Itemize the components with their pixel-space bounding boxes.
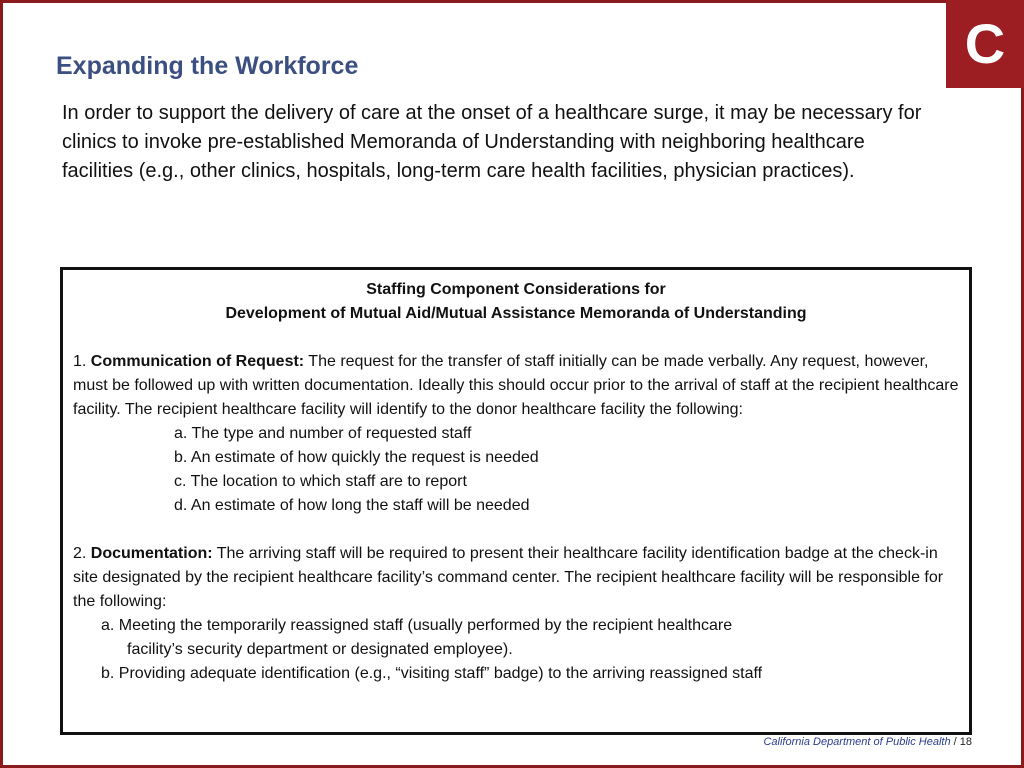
- box-title-line1: Staffing Component Considerations for: [366, 281, 666, 298]
- footer-separator: /: [950, 736, 960, 748]
- item-heading: Documentation:: [90, 545, 213, 562]
- considerations-box: [60, 267, 972, 735]
- section-badge: C: [946, 0, 1024, 88]
- item-communication: [73, 350, 959, 422]
- list-item: b. An estimate of how quickly the request is needed: [174, 449, 539, 466]
- list-item-continuation: facility’s security department or designated employee).: [127, 641, 513, 658]
- item-number: 2.: [73, 545, 87, 562]
- list-item: a. The type and number of requested staff: [174, 425, 472, 442]
- page-number: 18: [959, 736, 972, 748]
- item-heading: Communication of Request:: [90, 353, 305, 370]
- box-title-line2: Development of Mutual Aid/Mutual Assistance Memoranda of Understanding: [225, 305, 807, 322]
- footer: [763, 736, 972, 748]
- item-text: The request for the transfer of staff initially can be made verbally. Any request, however, must be followed up with written documentation. Ideally this should occur prior to the arrival of staff at the recipient healthcare facility. The recipient healthcare facility will identify to the donor healthcare facility the following:: [73, 353, 959, 418]
- item-number: 1.: [73, 353, 87, 370]
- list-item: b. Providing adequate identification (e.g., “visiting staff” badge) to the arriving reassigned staff: [101, 665, 763, 682]
- item-documentation: [73, 542, 959, 614]
- list-item: a. Meeting the temporarily reassigned staff (usually performed by the recipient healthcare: [101, 617, 733, 634]
- item-text: The arriving staff will be required to present their healthcare facility identification badge at the check-in site designated by the recipient healthcare facility’s command center. The recipient healthcare facility will be responsible for the following:: [73, 545, 944, 610]
- intro-paragraph: In order to support the delivery of care at the onset of a healthcare surge, it may be necessary for clinics to invoke pre-established Memoranda of Understanding with neighboring healthcare facilities (e.g., other clinics, hospitals, long-term care health facilities, physician practices).: [62, 102, 922, 182]
- list-item: d. An estimate of how long the staff will be needed: [174, 497, 530, 514]
- list-item: c. The location to which staff are to report: [174, 473, 467, 490]
- footer-source: California Department of Public Health: [763, 736, 951, 748]
- page-title: Expanding the Workforce: [56, 52, 359, 80]
